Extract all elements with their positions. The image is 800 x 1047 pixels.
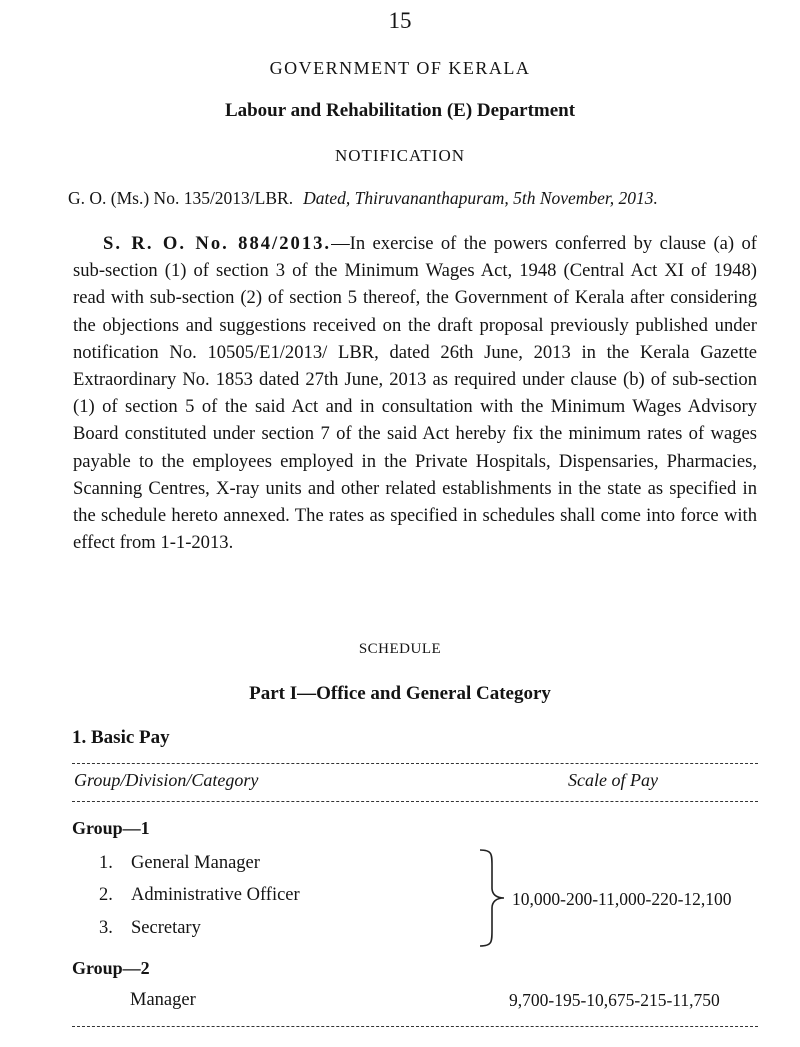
- right-brace-icon: [478, 848, 508, 948]
- notification-text: —In exercise of the powers conferred by clause (a) of sub-section (1) of section 3 of the Minimum Wages Act, 1948 (Central Act XI of 1948) read with sub-section (2) of section 5 thereof, the Government of Kerala after considering the objections and suggestions received on the draft proposal previously published under notification No. 10505/E1/2013/ LBR, dated 26th June, 2013 in the Kerala Gazette Extraordinary No. 1853 dated 27th June, 2013 as required under clause (b) of sub-section (1) of section 5 of the said Act and in consultation with the Minimum Wages Advisory Board constituted under section 7 of the said Act hereby fix the minimum rates of wages payable to the employees employed in the Private Hospitals, Dispensaries, Pharmacies, Scanning Centres, X-ray units and other related establishments in the state as specified in the schedule hereto annexed. The rates as specified in schedules shall come into force with effect from 1-1-2013.: [73, 233, 757, 554]
- notification-heading: NOTIFICATION: [334, 146, 466, 165]
- column-header-category: Group/Division/Category: [74, 770, 259, 790]
- table-row: [99, 885, 300, 906]
- group-2-scale: 9,700-195-10,675-215-11,750: [509, 990, 720, 1010]
- group-2-label: Group—2: [72, 958, 150, 978]
- department-heading: Labour and Rehabilitation (E) Department: [224, 100, 576, 121]
- header-bottom-rule: [72, 801, 758, 802]
- row-number: 3.: [99, 918, 113, 938]
- table-row: [99, 918, 201, 939]
- table-bottom-rule: [72, 1026, 758, 1027]
- row-category: Secretary: [131, 918, 201, 938]
- row-category: General Manager: [131, 853, 260, 873]
- government-heading: GOVERNMENT OF KERALA: [269, 58, 531, 78]
- table-top-rule: [72, 763, 758, 764]
- column-header-scale: Scale of Pay: [568, 770, 658, 790]
- section-heading: 1. Basic Pay: [72, 727, 170, 748]
- group-2-category: Manager: [130, 990, 196, 1010]
- notification-body: [73, 230, 757, 556]
- sro-number: S. R. O. No. 884/2013.: [103, 233, 332, 254]
- go-reference-line: [68, 188, 758, 209]
- go-date: Dated, Thiruvananthapuram, 5th November, 2013.: [303, 188, 658, 208]
- go-number: G. O. (Ms.) No. 135/2013/LBR.: [68, 188, 294, 208]
- schedule-heading: SCHEDULE: [358, 641, 442, 657]
- row-number: 1.: [99, 853, 113, 873]
- row-number: 2.: [99, 885, 113, 905]
- page-number: 15: [388, 8, 412, 33]
- group-1-scale: 10,000-200-11,000-220-12,100: [512, 889, 732, 909]
- group-1-label: Group—1: [72, 818, 150, 838]
- part-heading: Part I—Office and General Category: [249, 683, 551, 704]
- table-row: [99, 853, 260, 874]
- row-category: Administrative Officer: [131, 885, 300, 905]
